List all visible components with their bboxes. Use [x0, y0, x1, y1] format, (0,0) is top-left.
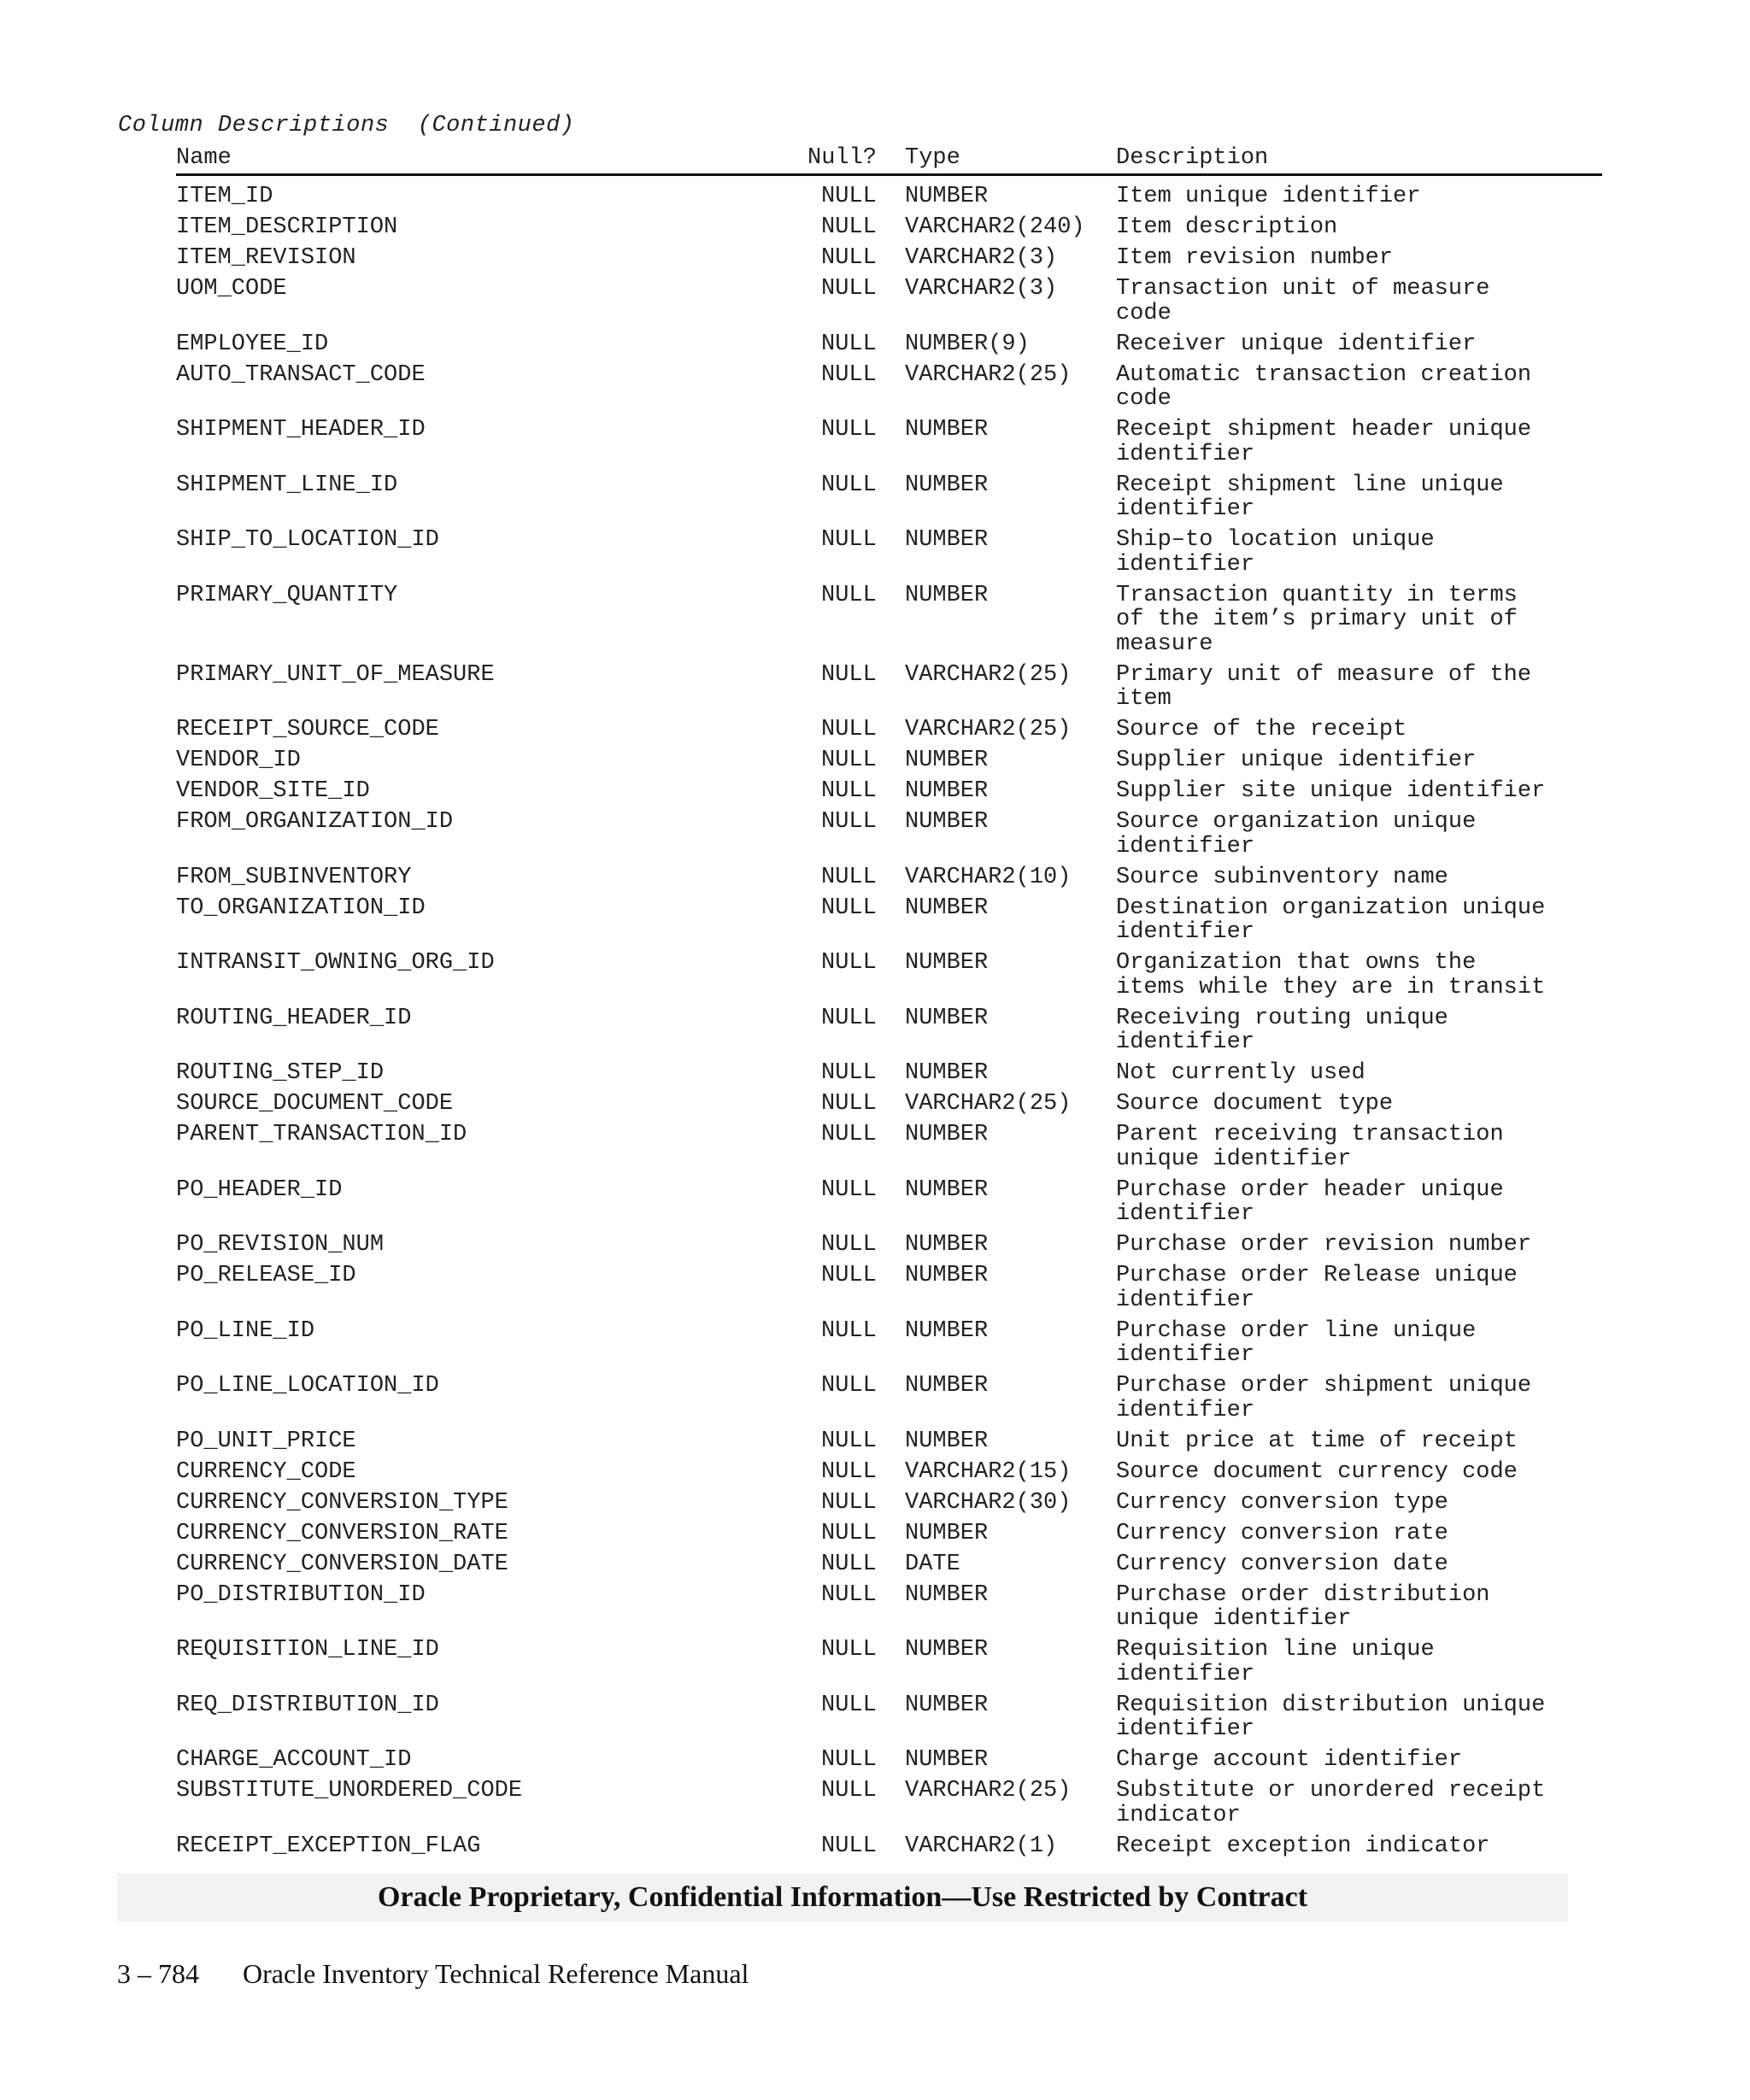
table-body [176, 185, 1602, 1865]
section-title [118, 113, 575, 138]
null-flag: NULL [821, 1489, 877, 1516]
column-description: Destination organization unique identifier [1116, 895, 1546, 945]
table-row [176, 363, 1602, 419]
column-description: Automatic transaction creation code [1116, 361, 1532, 412]
data-type: NUMBER [905, 950, 989, 976]
table-row [176, 277, 1602, 332]
header-type: Type [905, 145, 960, 171]
data-type: NUMBER [905, 582, 989, 608]
null-flag: NULL [821, 1263, 877, 1288]
data-type: DATE [905, 1551, 960, 1577]
table-row [176, 865, 1602, 896]
column-description: Supplier site unique identifier [1116, 778, 1546, 804]
table-row [176, 1491, 1602, 1522]
data-type: NUMBER(9) [905, 331, 1030, 357]
null-flag: NULL [821, 864, 877, 890]
header-null: Null? [807, 145, 878, 171]
null-flag: NULL [821, 1373, 877, 1399]
column-description: Receipt shipment header unique identifier [1116, 417, 1532, 467]
null-flag: NULL [821, 472, 877, 498]
table-row [176, 748, 1602, 779]
column-name: ROUTING_HEADER_ID [176, 1005, 412, 1031]
data-type: NUMBER [905, 527, 989, 553]
column-description: Requisition line unique identifier [1116, 1637, 1435, 1687]
column-name: ROUTING_STEP_ID [176, 1060, 385, 1086]
table-row [176, 718, 1602, 748]
table-row [176, 779, 1602, 810]
column-description: Source of the receipt [1116, 717, 1407, 742]
column-name: PO_DISTRIBUTION_ID [176, 1581, 426, 1608]
column-name: CURRENCY_CODE [176, 1458, 356, 1485]
header-name: Name [176, 145, 232, 171]
null-flag: NULL [821, 661, 877, 688]
table-row [176, 1178, 1602, 1234]
null-flag: NULL [821, 245, 877, 271]
null-flag: NULL [821, 895, 877, 921]
null-flag: NULL [821, 809, 877, 835]
table-row [176, 1061, 1602, 1092]
table-row [176, 584, 1602, 663]
table-row [176, 418, 1602, 473]
null-flag: NULL [821, 1520, 877, 1546]
null-flag: NULL [821, 1833, 877, 1859]
column-description: Parent receiving transaction unique identifier [1116, 1122, 1504, 1172]
null-flag: NULL [821, 1176, 877, 1203]
data-type: NUMBER [905, 1520, 989, 1546]
table-row [176, 473, 1602, 529]
header-rule [176, 173, 1602, 176]
data-type: VARCHAR2(3) [905, 245, 1058, 271]
data-type: VARCHAR2(25) [905, 661, 1072, 688]
column-name: PRIMARY_QUANTITY [176, 582, 398, 608]
table-row [176, 185, 1602, 215]
null-flag: NULL [821, 1005, 877, 1031]
column-description: Purchase order header unique identifier [1116, 1176, 1504, 1227]
data-type: NUMBER [905, 1122, 989, 1147]
column-description: Transaction unit of measure code [1116, 276, 1490, 326]
column-name: FROM_ORGANIZATION_ID [176, 809, 454, 835]
null-flag: NULL [821, 1122, 877, 1147]
data-type: NUMBER [905, 1176, 989, 1203]
data-type: VARCHAR2(15) [905, 1458, 1072, 1485]
table-row [176, 1233, 1602, 1264]
column-description: Receipt exception indicator [1116, 1833, 1490, 1859]
table-row [176, 1552, 1602, 1583]
column-name: PRIMARY_UNIT_OF_MEASURE [176, 661, 495, 688]
table-row [176, 1319, 1602, 1375]
column-name: ITEM_REVISION [176, 245, 356, 271]
null-flag: NULL [821, 1232, 877, 1258]
column-name: PO_LINE_LOCATION_ID [176, 1373, 439, 1399]
header-description: Description [1116, 145, 1269, 171]
column-description: Item description [1116, 214, 1338, 240]
column-description: Source document type [1116, 1091, 1394, 1117]
data-type: VARCHAR2(1) [905, 1833, 1058, 1859]
column-name: TO_ORGANIZATION_ID [176, 895, 426, 921]
column-name: PARENT_TRANSACTION_ID [176, 1122, 467, 1147]
table-row [176, 1264, 1602, 1319]
column-description: Receipt shipment line unique identifier [1116, 472, 1504, 522]
data-type: NUMBER [905, 1060, 989, 1086]
table-header [176, 145, 1602, 173]
column-name: SUBSTITUTE_UNORDERED_CODE [176, 1778, 523, 1804]
column-name: PO_LINE_ID [176, 1317, 315, 1344]
null-flag: NULL [821, 1747, 877, 1773]
data-type: NUMBER [905, 778, 989, 804]
column-description: Organization that owns the items while they are in transit [1116, 950, 1546, 1000]
data-type: VARCHAR2(25) [905, 1091, 1072, 1117]
table-row [176, 1748, 1602, 1779]
column-name: ITEM_ID [176, 184, 273, 209]
column-name: REQUISITION_LINE_ID [176, 1637, 439, 1663]
column-description: Currency conversion rate [1116, 1520, 1448, 1546]
null-flag: NULL [821, 417, 877, 443]
column-name: PO_HEADER_ID [176, 1176, 343, 1203]
data-type: NUMBER [905, 1263, 989, 1288]
section-title-text: Column Descriptions [118, 113, 390, 138]
manual-title: Oracle Inventory Technical Reference Manual [243, 1958, 749, 1989]
data-type: NUMBER [905, 809, 989, 835]
data-type: VARCHAR2(3) [905, 276, 1058, 302]
column-name: PO_UNIT_PRICE [176, 1428, 356, 1454]
column-name: EMPLOYEE_ID [176, 331, 329, 357]
data-type: NUMBER [905, 472, 989, 498]
data-type: NUMBER [905, 1581, 989, 1608]
column-name: SHIPMENT_LINE_ID [176, 472, 398, 498]
table-row [176, 215, 1602, 246]
null-flag: NULL [821, 1060, 877, 1086]
column-description: Charge account identifier [1116, 1747, 1463, 1773]
table-row [176, 1006, 1602, 1062]
data-type: NUMBER [905, 895, 989, 921]
column-description: Unit price at time of receipt [1116, 1428, 1518, 1454]
table-row [176, 1834, 1602, 1865]
table-row [176, 1779, 1602, 1834]
null-flag: NULL [821, 184, 877, 209]
column-name: SHIPMENT_HEADER_ID [176, 417, 426, 443]
null-flag: NULL [821, 214, 877, 240]
table-row [176, 951, 1602, 1006]
null-flag: NULL [821, 276, 877, 302]
table-row [176, 528, 1602, 584]
data-type: NUMBER [905, 184, 989, 209]
table-row [176, 246, 1602, 277]
column-description: Source subinventory name [1116, 864, 1448, 890]
data-type: NUMBER [905, 1373, 989, 1399]
column-name: SOURCE_DOCUMENT_CODE [176, 1091, 454, 1117]
column-name: CURRENCY_CONVERSION_DATE [176, 1551, 508, 1577]
column-description: Transaction quantity in terms of the item’s primary unit of measure [1116, 582, 1518, 657]
column-name: PO_RELEASE_ID [176, 1263, 356, 1288]
page-footer [117, 1958, 749, 1990]
data-type: NUMBER [905, 1005, 989, 1031]
null-flag: NULL [821, 1581, 877, 1608]
null-flag: NULL [821, 1458, 877, 1485]
column-description: Purchase order revision number [1116, 1232, 1532, 1258]
column-name: VENDOR_SITE_ID [176, 778, 370, 804]
page-number: 3 – 784 [117, 1958, 199, 1989]
table-row [176, 896, 1602, 952]
table-row [176, 1092, 1602, 1123]
column-name: CHARGE_ACCOUNT_ID [176, 1747, 412, 1773]
table-row [176, 810, 1602, 865]
column-description: Purchase order shipment unique identifier [1116, 1373, 1532, 1423]
column-description: Currency conversion date [1116, 1551, 1448, 1577]
column-description: Item unique identifier [1116, 184, 1421, 209]
data-type: NUMBER [905, 1428, 989, 1454]
column-description: Purchase order Release unique identifier [1116, 1263, 1518, 1313]
column-name: REQ_DISTRIBUTION_ID [176, 1692, 439, 1718]
table-row [176, 1429, 1602, 1460]
column-name: INTRANSIT_OWNING_ORG_ID [176, 950, 495, 976]
column-description: Ship–to location unique identifier [1116, 527, 1435, 578]
data-type: NUMBER [905, 1232, 989, 1258]
data-type: NUMBER [905, 1317, 989, 1344]
column-name: UOM_CODE [176, 276, 287, 302]
null-flag: NULL [821, 1551, 877, 1577]
data-type: NUMBER [905, 1747, 989, 1773]
column-description: Supplier unique identifier [1116, 748, 1477, 773]
column-name: CURRENCY_CONVERSION_RATE [176, 1520, 508, 1546]
null-flag: NULL [821, 717, 877, 742]
table-row [176, 332, 1602, 363]
table-row [176, 1583, 1602, 1639]
null-flag: NULL [821, 1317, 877, 1344]
data-type: VARCHAR2(240) [905, 214, 1085, 240]
data-type: VARCHAR2(25) [905, 1778, 1072, 1804]
column-description: Receiver unique identifier [1116, 331, 1477, 357]
table-row [176, 1460, 1602, 1491]
confidential-notice: Oracle Proprietary, Confidential Information––Use Restricted by Contract [117, 1874, 1568, 1921]
table-row [176, 663, 1602, 719]
table-row [176, 1123, 1602, 1178]
column-name: SHIP_TO_LOCATION_ID [176, 527, 439, 553]
column-description: Purchase order distribution unique identifier [1116, 1581, 1490, 1632]
data-type: NUMBER [905, 1637, 989, 1663]
data-type: VARCHAR2(25) [905, 717, 1072, 742]
column-description: Substitute or unordered receipt indicator [1116, 1778, 1546, 1828]
column-description: Requisition distribution unique identifier [1116, 1692, 1546, 1742]
data-type: VARCHAR2(30) [905, 1489, 1072, 1516]
data-type: NUMBER [905, 748, 989, 773]
null-flag: NULL [821, 1428, 877, 1454]
column-description: Item revision number [1116, 245, 1394, 271]
null-flag: NULL [821, 361, 877, 388]
column-description: Source organization unique identifier [1116, 809, 1477, 859]
column-description: Purchase order line unique identifier [1116, 1317, 1477, 1368]
column-name: CURRENCY_CONVERSION_TYPE [176, 1489, 508, 1516]
null-flag: NULL [821, 950, 877, 976]
column-name: RECEIPT_SOURCE_CODE [176, 717, 439, 742]
table-row [176, 1522, 1602, 1552]
column-description: Not currently used [1116, 1060, 1365, 1086]
data-type: VARCHAR2(10) [905, 864, 1072, 890]
null-flag: NULL [821, 1637, 877, 1663]
continued-label: (Continued) [417, 113, 575, 138]
column-description: Currency conversion type [1116, 1489, 1448, 1516]
null-flag: NULL [821, 582, 877, 608]
data-type: NUMBER [905, 1692, 989, 1718]
column-name: FROM_SUBINVENTORY [176, 864, 412, 890]
null-flag: NULL [821, 331, 877, 357]
table-row [176, 1638, 1602, 1693]
null-flag: NULL [821, 1778, 877, 1804]
column-name: ITEM_DESCRIPTION [176, 214, 398, 240]
data-type: NUMBER [905, 417, 989, 443]
column-name: PO_REVISION_NUM [176, 1232, 385, 1258]
null-flag: NULL [821, 527, 877, 553]
null-flag: NULL [821, 748, 877, 773]
null-flag: NULL [821, 1091, 877, 1117]
column-description: Receiving routing unique identifier [1116, 1005, 1448, 1055]
null-flag: NULL [821, 1692, 877, 1718]
column-name: RECEIPT_EXCEPTION_FLAG [176, 1833, 481, 1859]
null-flag: NULL [821, 778, 877, 804]
table-row [176, 1693, 1602, 1749]
column-description: Primary unit of measure of the item [1116, 661, 1532, 712]
column-name: AUTO_TRANSACT_CODE [176, 361, 426, 388]
column-descriptions-table [176, 145, 1602, 1859]
table-row [176, 1374, 1602, 1429]
column-name: VENDOR_ID [176, 748, 301, 773]
column-description: Source document currency code [1116, 1458, 1518, 1485]
data-type: VARCHAR2(25) [905, 361, 1072, 388]
